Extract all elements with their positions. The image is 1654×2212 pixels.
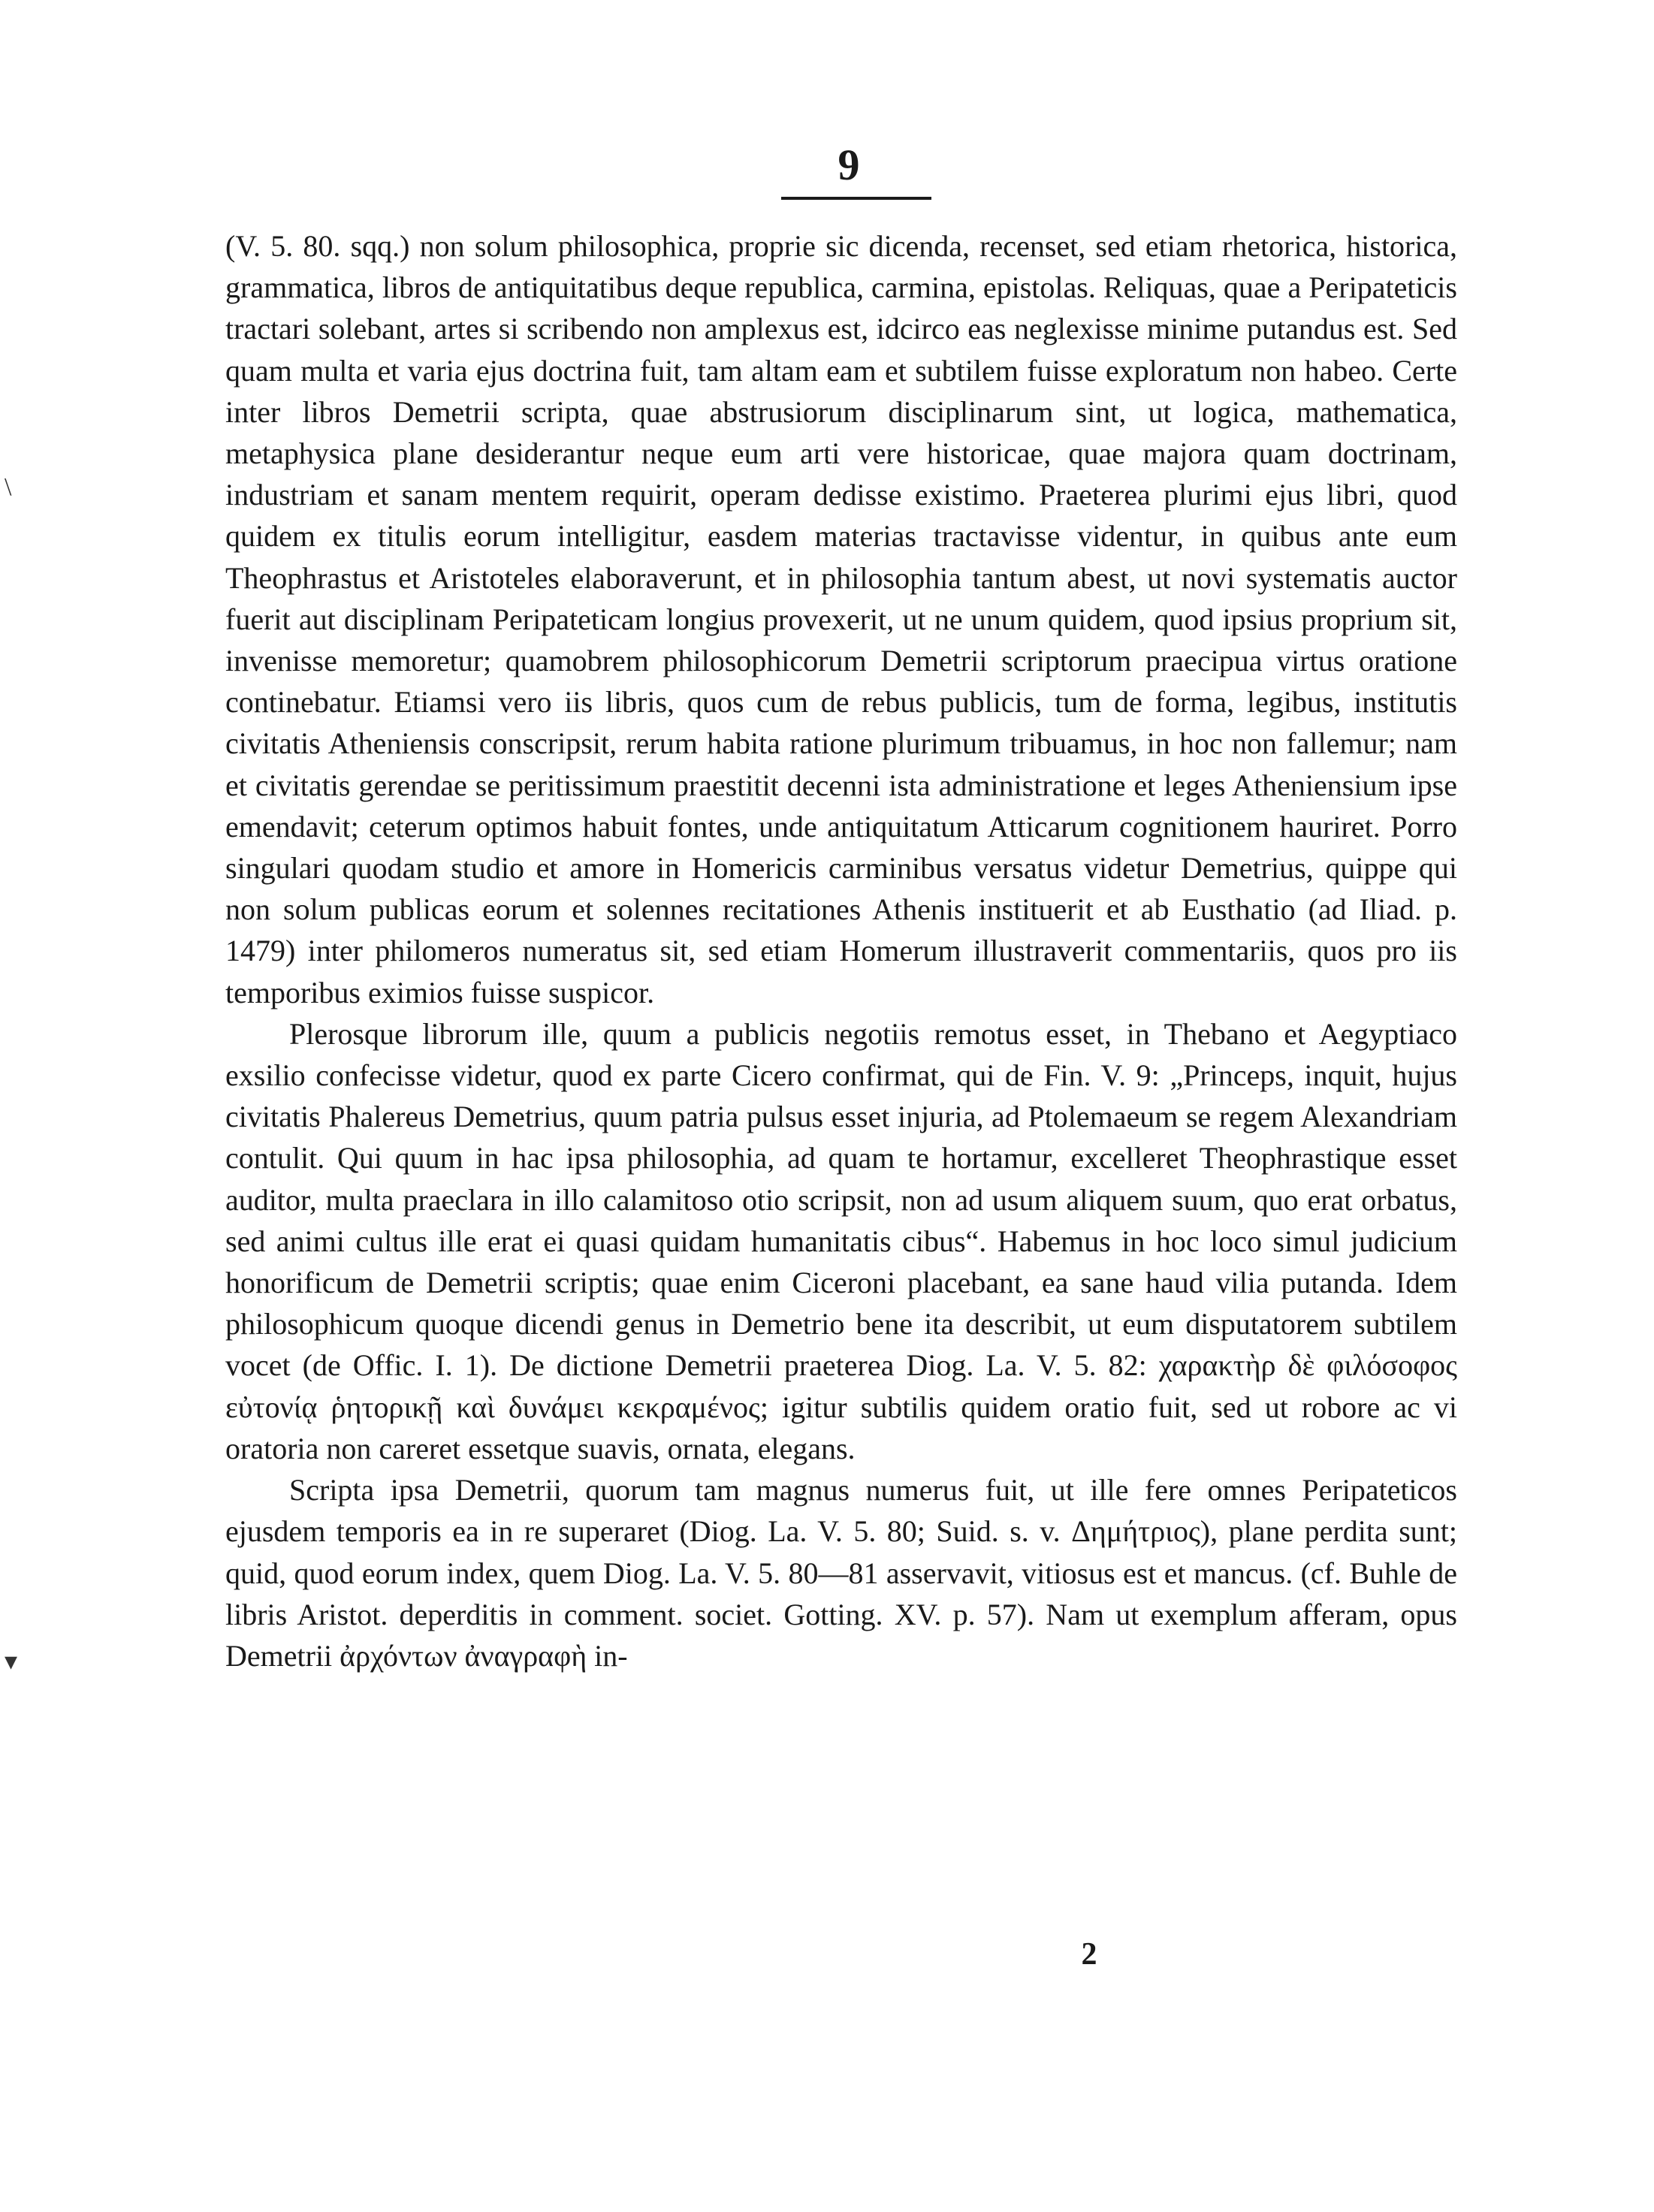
margin-mark: ▾ <box>5 1648 18 1676</box>
signature-mark: 2 <box>1081 1937 1097 1972</box>
body-text <box>225 225 1457 1676</box>
paragraph: Plerosque librorum ille, quum a publicis negotiis remotus esset, in Thebano et Aegyptiaco exsilio confecisse videtur, quod ex parte Cicero confirmat, qui de Fin. V. 9: „Princeps, inquit, hujus civitatis Phalereus Demetrius, quum patria pulsus esset injuria, ad Ptolemaeum se regem Alexandriam contulit. Qui quum in hac ipsa philosophia, ad quam te hortamur, excelleret Theophrastique esset auditor, multa praeclara in illo calamitoso otio scripsit, non ad usum aliquem suum, quo erat orbatus, sed animi cultus ille erat ei quasi quidam humanitatis cibus“. Habemus in hoc loco simul judicium honorificum de Demetrii scriptis; quae enim Ciceroni placebant, ea sane haud vilia putanda. Idem philosophicum quoque dicendi genus in Demetrio bene ita describit, ut eum disputatorem subtilem vocet (de Offic. I. 1). De dictione Demetrii praeterea Diog. La. V. 5. 82: χαρακτὴρ δὲ φιλόσοφος εὐτονίᾳ ῥητορικῇ καὶ δυνάμει κεκραμένος; igitur subtilis quidem oratio fuit, sed ut robore ac vi oratoria non careret essetque suavis, ornata, elegans. <box>225 1016 1457 1465</box>
margin-mark: \ <box>5 473 12 501</box>
paragraph: (V. 5. 80. sqq.) non solum philosophica, proprie sic dicenda, recenset, sed etiam rhetorica, historica, grammatica, libros de antiquitatibus deque republica, carmina, epistolas. Reliquas, quae a Peripateticis tractari solebant, artes si scribendo non amplexus est, idcirco eas neglexisse minime putandus est. Sed quam multa et varia ejus doctrina fuit, tam altam eam et subtilem fuisse exploratum non habeo. Certe inter libros Demetrii scripta, quae abstrusiorum disciplinarum sint, ut logica, mathematica, metaphysica plane desiderantur neque eum arti vere historicae, quae majora quam doctrinam, industriam et sanam mentem requirit, operam dedisse existimo. Praeterea plurimi ejus libri, quod quidem ex titulis eorum intelligitur, easdem materias tractavisse videntur, in quibus ante eum Theophrastus et Aristoteles elaboraverunt, et in philosophia tantum abest, ut novi systematis auctor fuerit aut disciplinam Peripateticam longius provexerit, ut ne unum quidem, quod ipsius proprium sit, invenisse memoretur; quamobrem philosophicorum Demetrii scriptorum praecipua virtus oratione continebatur. Etiamsi vero iis libris, quos cum de rebus publicis, tum de forma, legibus, institutis civitatis Atheniensis conscripsit, rerum habita ratione plurimum tribuamus, in hoc non fallemur; nam et civitatis gerendae se peritissimum praestitit decenni ista administratione et leges Atheniensium ipse emendavit; ceterum optimos habuit fontes, unde antiquitatum Atticarum cognitionem hauriret. Porro singulari quodam studio et amore in Homericis carminibus versatus videtur Demetrius, quippe qui non solum publicas eorum et solennes recitationes Athenis instituerit et ab Eusthatio (ad Iliad. p. 1479) inter philomeros numeratus sit, sed etiam Homerum illustraverit commentariis, quos pro iis temporibus eximios fuisse suspicor. <box>225 229 1457 1009</box>
paragraph: Scripta ipsa Demetrii, quorum tam magnus numerus fuit, ut ille fere omnes Peripateticos ejusdem temporis ea in re superaret (Diog. La. V. 5. 80; Suid. s. v. Δημήτριος), plane perdita sunt; quid, quod eorum index, quem Diog. La. V. 5. 80—81 asservavit, vitiosus est et mancus. (cf. Buhle de libris Aristot. deperditis in comment. societ. Gotting. XV. p. 57). Nam ut exemplum afferam, opus Demetrii ἀρχόντων ἀναγραφὴ in- <box>225 1473 1457 1673</box>
page-number: 9 <box>838 140 860 189</box>
header-rule <box>781 197 931 200</box>
